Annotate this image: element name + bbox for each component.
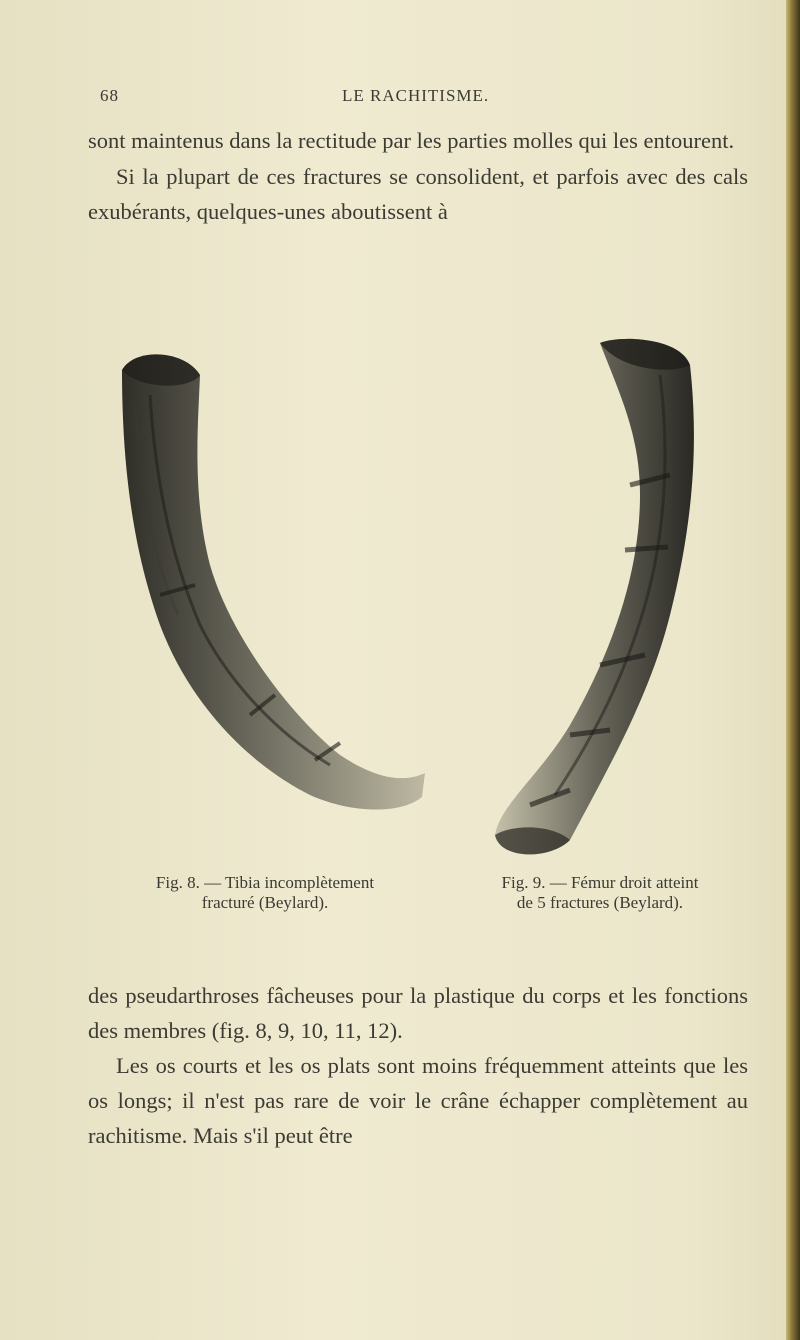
paragraph: Les os courts et les os plats sont moins fréquemment atteints que les os longs; il n'est pas rare de voir le crâne échapper complètement au rachitisme. Mais s'il peut être <box>88 1053 748 1148</box>
body-text-bottom <box>88 978 748 1153</box>
figure-8-caption <box>115 873 415 913</box>
caption-line: Fig. 8. — Tibia incomplètement <box>155 873 375 892</box>
page-number: 68 <box>100 86 119 105</box>
caption-line: Fig. 9. — Fémur droit atteint <box>501 873 699 892</box>
running-title: LE RACHITISME. <box>342 86 490 105</box>
body-text-top <box>88 123 748 230</box>
fractured-tibia-illustration <box>122 354 425 809</box>
caption-line: fracturé (Beylard). <box>201 893 329 912</box>
figure-9-caption <box>460 873 740 913</box>
paragraph: Si la plupart de ces fractures se consolident, et parfois avec des cals exubérants, quelques-unes aboutissent à <box>88 163 748 224</box>
caption-line: de 5 fractures (Beylard). <box>516 893 684 912</box>
paragraph: des pseudarthroses fâcheuses pour la plastique du corps et les fonctions des membres (fig. 8, 9, 10, 11, 12). <box>88 983 748 1043</box>
paragraph: sont maintenus dans la rectitude par les parties molles qui les entourent. <box>88 128 735 153</box>
page-header <box>100 86 700 110</box>
figures-illustration <box>100 335 750 865</box>
page-edge-shadow <box>786 0 800 1340</box>
fractured-femur-illustration <box>495 339 694 855</box>
